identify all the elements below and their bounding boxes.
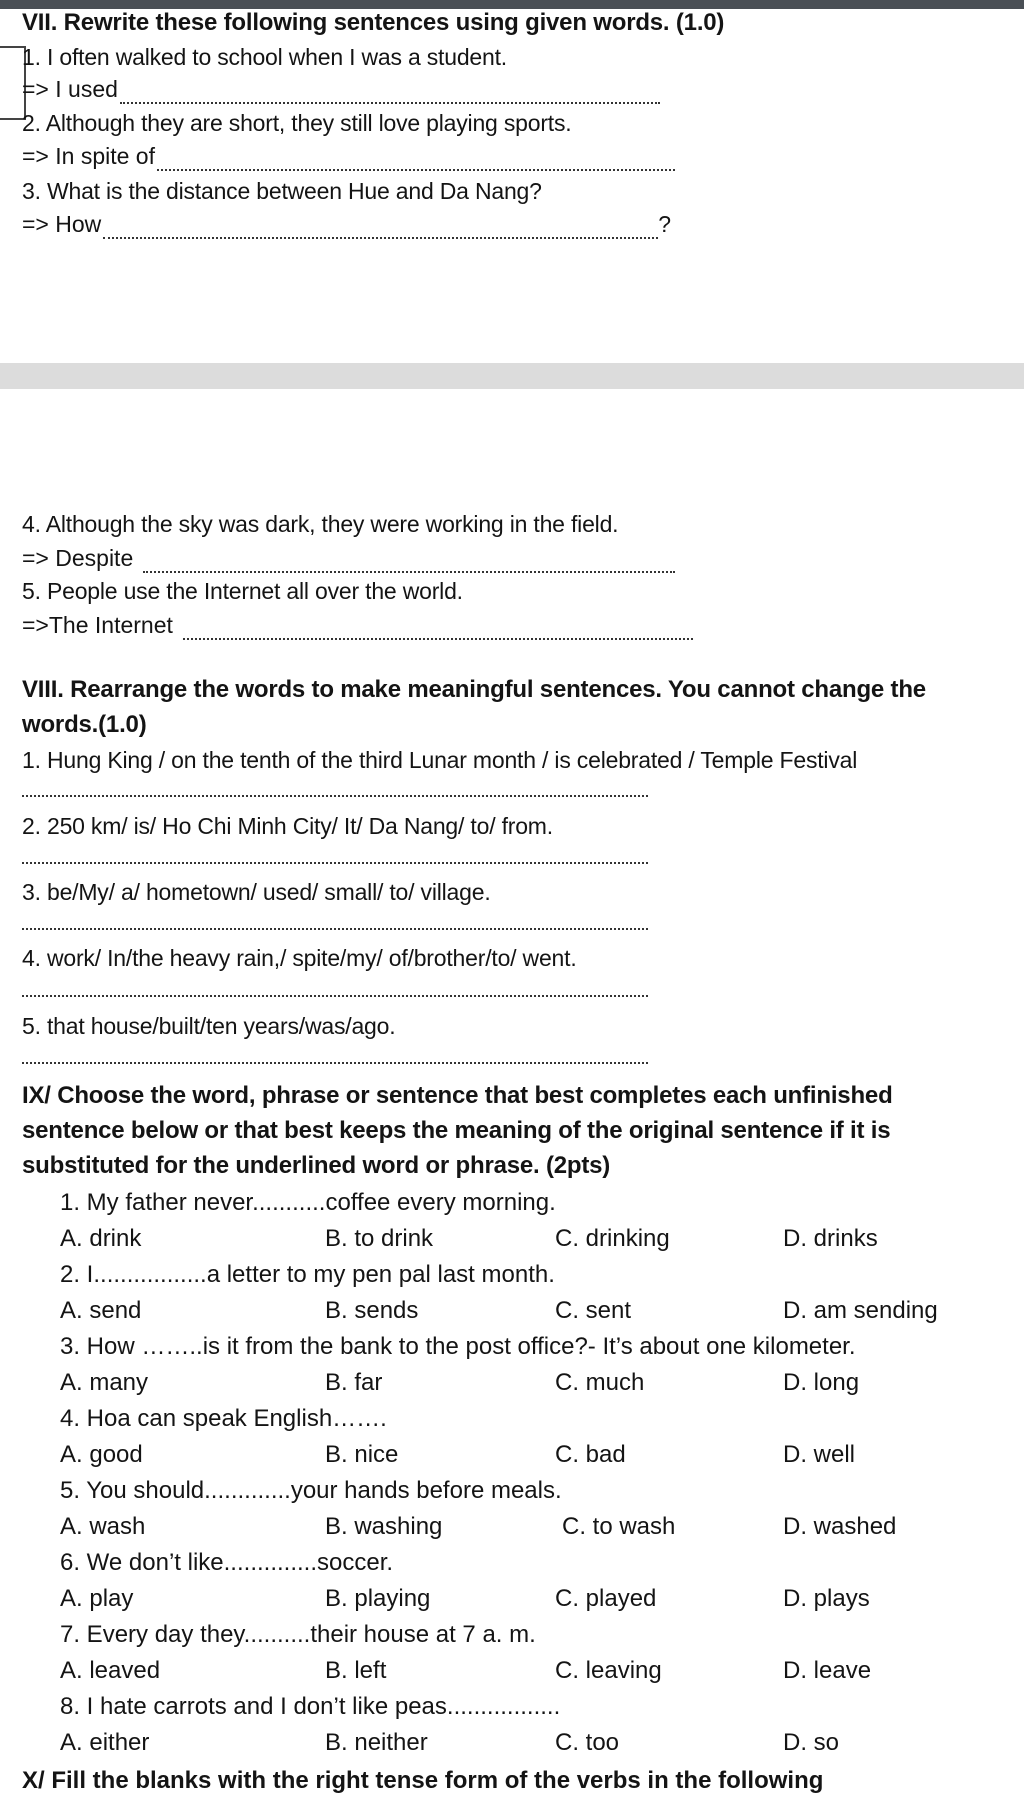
section-8-title-line-1: VIII. Rearrange the words to make meaningful sentences. You cannot change the	[22, 676, 926, 703]
page-separator-band	[0, 363, 1024, 389]
mcq-option-c[interactable]: C. played	[555, 1585, 657, 1612]
mcq-option-a[interactable]: A. drink	[60, 1225, 142, 1252]
s7-q2-answer-line	[22, 141, 675, 171]
mcq-option-c[interactable]: C. to wash	[562, 1513, 676, 1540]
s7-q3-sentence: 3. What is the distance between Hue and Da Nang?	[22, 178, 542, 204]
mcq-option-a[interactable]: A. send	[60, 1297, 142, 1324]
s7-q1-prompt: => I used	[22, 76, 118, 102]
s7-q3-tail: ?	[658, 211, 672, 237]
s7-q4-answer-line	[22, 543, 675, 573]
mcq-option-c[interactable]: C. much	[555, 1369, 645, 1396]
s8-q5-answer-line[interactable]	[22, 1062, 648, 1064]
mcq-option-d[interactable]: D. leave	[783, 1657, 872, 1684]
s7-q4-prompt: => Despite	[22, 545, 134, 571]
s7-q5-sentence: 5. People use the Internet all over the world.	[22, 578, 463, 604]
s7-q2-blank[interactable]	[157, 149, 675, 171]
mcq-option-c[interactable]: C. leaving	[555, 1657, 662, 1684]
section-10-title-partial: X/ Fill the blanks with the right tense form of the verbs in the following	[22, 1767, 824, 1794]
mcq-question: 1. My father never...........coffee every morning.	[60, 1189, 556, 1216]
s7-q5-blank[interactable]	[183, 618, 693, 640]
mcq-option-b[interactable]: B. neither	[325, 1729, 428, 1756]
mcq-option-b[interactable]: B. to drink	[325, 1225, 434, 1252]
mcq-option-d[interactable]: D. so	[783, 1729, 840, 1756]
mcq-option-b[interactable]: B. washing	[325, 1513, 443, 1540]
mcq-question: 4. Hoa can speak English…….	[60, 1405, 387, 1432]
s7-q1-blank[interactable]	[120, 82, 660, 104]
mcq-option-b[interactable]: B. playing	[325, 1585, 431, 1612]
mcq-option-b[interactable]: B. sends	[325, 1297, 419, 1324]
s8-q1-prompt: 1. Hung King / on the tenth of the third Lunar month / is celebrated / Temple Festival	[22, 747, 858, 773]
s7-q1-sentence: 1. I often walked to school when I was a student.	[22, 44, 507, 70]
s7-q3-blank[interactable]	[103, 217, 658, 239]
s7-q2-sentence: 2. Although they are short, they still love playing sports.	[22, 110, 572, 136]
mcq-option-b[interactable]: B. nice	[325, 1441, 399, 1468]
mcq-option-a[interactable]: A. many	[60, 1369, 149, 1396]
s7-q5-answer-line	[22, 610, 693, 640]
mcq-option-a[interactable]: A. either	[60, 1729, 150, 1756]
mcq-option-a[interactable]: A. play	[60, 1585, 134, 1612]
mcq-option-c[interactable]: C. bad	[555, 1441, 626, 1468]
mcq-question: 3. How ……..is it from the bank to the post office?- It’s about one kilometer.	[60, 1333, 856, 1360]
s7-q1-answer-line	[22, 74, 660, 104]
s7-q4-sentence: 4. Although the sky was dark, they were working in the field.	[22, 511, 619, 537]
mcq-option-d[interactable]: D. long	[783, 1369, 860, 1396]
mcq-question: 7. Every day they..........their house at 7 a. m.	[60, 1621, 536, 1648]
mcq-option-a[interactable]: A. good	[60, 1441, 143, 1468]
s8-q5-prompt: 5. that house/built/ten years/was/ago.	[22, 1013, 396, 1039]
mcq-option-b[interactable]: B. left	[325, 1657, 387, 1684]
mcq-option-a[interactable]: A. wash	[60, 1513, 146, 1540]
mcq-option-d[interactable]: D. drinks	[783, 1225, 878, 1252]
mcq-option-b[interactable]: B. far	[325, 1369, 383, 1396]
s7-q3-prompt: => How	[22, 211, 102, 237]
mcq-option-c[interactable]: C. too	[555, 1729, 620, 1756]
s8-q3-answer-line[interactable]	[22, 928, 648, 930]
mcq-option-d[interactable]: D. washed	[783, 1513, 897, 1540]
section-9-title-line-3: substituted for the underlined word or phrase. (2pts)	[22, 1152, 611, 1179]
s8-q1-answer-line[interactable]	[22, 795, 648, 797]
section-8-title-line-2: words.(1.0)	[22, 711, 147, 738]
s8-q2-prompt: 2. 250 km/ is/ Ho Chi Minh City/ It/ Da Nang/ to/ from.	[22, 813, 553, 839]
s8-q4-answer-line[interactable]	[22, 995, 648, 997]
mcq-option-d[interactable]: D. am sending	[783, 1297, 938, 1324]
mcq-option-c[interactable]: C. drinking	[555, 1225, 670, 1252]
s8-q2-answer-line[interactable]	[22, 862, 648, 864]
section-9-title-line-1: IX/ Choose the word, phrase or sentence that best completes each unfinished	[22, 1082, 893, 1109]
mcq-question: 6. We don’t like..............soccer.	[60, 1549, 394, 1576]
mcq-question: 5. You should.............your hands before meals.	[60, 1477, 562, 1504]
s8-q3-prompt: 3. be/My/ a/ hometown/ used/ small/ to/ village.	[22, 879, 491, 905]
s7-q2-prompt: => In spite of	[22, 143, 155, 169]
mcq-question: 2. I.................a letter to my pen pal last month.	[60, 1261, 555, 1288]
section-7-title: VII. Rewrite these following sentences using given words. (1.0)	[22, 9, 725, 36]
mcq-option-d[interactable]: D. plays	[783, 1585, 870, 1612]
mcq-option-c[interactable]: C. sent	[555, 1297, 632, 1324]
mcq-question: 8. I hate carrots and I don’t like peas.................	[60, 1693, 561, 1720]
mcq-option-a[interactable]: A. leaved	[60, 1657, 161, 1684]
s7-q5-prompt: =>The Internet	[22, 612, 173, 638]
mcq-option-d[interactable]: D. well	[783, 1441, 856, 1468]
s7-q3-answer-line	[22, 209, 671, 239]
s7-q4-blank[interactable]	[143, 551, 675, 573]
s8-q4-prompt: 4. work/ In/the heavy rain,/ spite/my/ of/brother/to/ went.	[22, 945, 577, 971]
section-9-title-line-2: sentence below or that best keeps the meaning of the original sentence if it is	[22, 1117, 891, 1144]
